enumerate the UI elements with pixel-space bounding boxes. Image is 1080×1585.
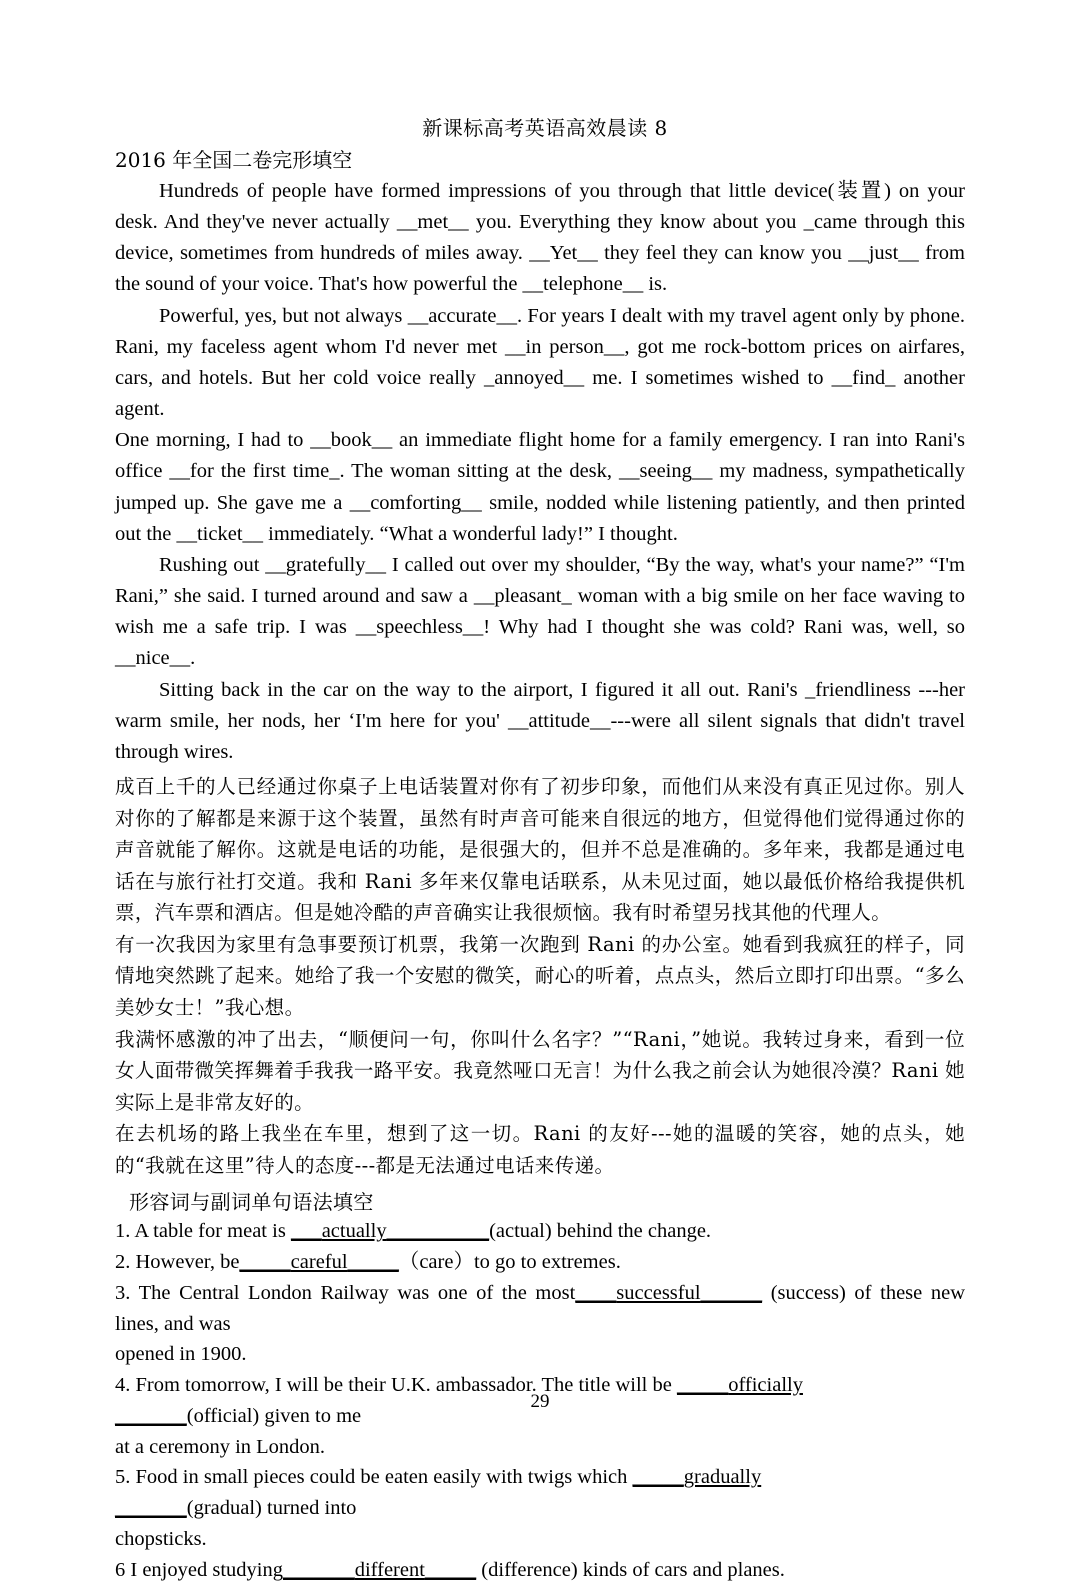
grammar-item-4-text: From tomorrow, I will be their U.K. ambassador. The title will be [135, 1374, 677, 1397]
grammar-item-1-after: (actual) behind the change. [489, 1220, 712, 1243]
grammar-item-2-number: 2. [115, 1251, 131, 1274]
grammar-item-6-after: (difference) kinds of cars and planes. [481, 1558, 785, 1581]
grammar-item-2-lead: _____ [239, 1251, 291, 1274]
grammar-item-6-answer: different [354, 1558, 425, 1581]
grammar-item-1-trail: __________ [386, 1220, 490, 1243]
translation-block [115, 771, 965, 1182]
grammar-item-3-number: 3. [115, 1281, 131, 1304]
grammar-item-4-lead: _____ [676, 1374, 729, 1397]
grammar-item-1-number: 1. [115, 1220, 131, 1243]
grammar-item-5-number: 5. [115, 1466, 131, 1489]
grammar-item-6 [115, 1555, 965, 1585]
page-number: 29 [530, 1391, 550, 1412]
translation-paragraph-2: 有一次我因为家里有急事要预订机票，我第一次跑到 Rani 的办公室。她看到我疯狂的样子，同情地突然跳了起来。她给了我一个安慰的微笑，耐心的听着，点点头，然后立即打印出票。“多么美妙女士！”我心想。 [115, 932, 965, 1020]
grammar-item-6-lead: _______ [282, 1558, 355, 1581]
grammar-item-5-text: Food in small pieces could be eaten easily with twigs which [135, 1466, 633, 1489]
grammar-item-5-line2 [115, 1493, 965, 1524]
grammar-item-2-after: （care）to go to extremes. [398, 1251, 621, 1274]
grammar-item-3-answer: successful [616, 1281, 701, 1304]
grammar-item-1 [115, 1216, 965, 1247]
grammar-item-5-after: (gradual) turned into [186, 1497, 357, 1520]
translation-paragraph-1: 成百上千的人已经通过你桌子上电话装置对你有了初步印象，而他们从来没有真正见过你。别人对你的了解都是来源于这个装置，虽然有时声音可能来自很远的地方，但觉得他们觉得通过你的声音就能了解你。这就是电话的功能，是很强大的，但并不总是准确的。多年来，我都是通过电话在与旅行社打交道。我和 Rani 多年来仅靠电话联系，从未见过面，她以最低价格给我提供机票，汽车票和酒店。但是她冷酷的声音确实让我很烦恼。我有时希望另找其他的代理人。 [115, 774, 965, 925]
grammar-item-3-lead: ____ [575, 1281, 617, 1304]
translation-paragraph-4: 在去机场的路上我坐在车里，想到了这一切。Rani 的友好---她的温暖的笑容，她的点头，她的“我就在这里”待人的态度---都是无法通过电话来传递。 [115, 1122, 965, 1177]
grammar-item-4-trail: _______ [115, 1404, 187, 1427]
passage-paragraph-3: One morning, I had to __book__ an immediate flight home for a family emergency. I ran into Rani's office __for the first time_. The woman sitting at the desk, __seeing__ my madness, sympathetically jumped up. She gave me a __comforting__ smile, nodded while listening patiently, and then printed out the __ticket__ immediately. “What a wonderful lady!” I thought. [115, 429, 965, 545]
grammar-item-2-text: However, be [135, 1251, 240, 1274]
grammar-item-6-text: I enjoyed studying [130, 1558, 283, 1581]
grammar-item-2-trail: _____ [347, 1251, 399, 1274]
grammar-item-4-answer: officially [728, 1374, 803, 1397]
grammar-item-5-continuation: chopsticks. [115, 1527, 207, 1550]
grammar-item-4-number: 4. [115, 1374, 131, 1397]
grammar-item-5 [115, 1462, 965, 1493]
grammar-item-5-lead: _____ [632, 1466, 684, 1489]
grammar-item-4-continuation: at a ceremony in London. [115, 1435, 326, 1458]
translation-paragraph-3: 我满怀感激的冲了出去，“顺便问一句，你叫什么名字？”“Rani，”她说。我转过身来，看到一位女人面带微笑挥舞着手我我一路平安。我竟然哑口无言！为什么我之前会认为她很冷漠？Rani 她实际上是非常友好的。 [115, 1027, 965, 1114]
grammar-item-4-after: (official) given to me [186, 1404, 362, 1427]
grammar-item-3-continuation: opened in 1900. [115, 1343, 247, 1366]
grammar-item-6-number: 6 [115, 1558, 126, 1581]
grammar-section-title: 形容词与副词单句语法填空 [129, 1190, 374, 1215]
grammar-item-3 [115, 1278, 965, 1340]
grammar-item-1-lead: ___ [290, 1220, 322, 1243]
grammar-item-1-answer: actually [321, 1220, 387, 1243]
grammar-item-6-trail: _____ [424, 1558, 477, 1581]
grammar-item-5-trail: _______ [115, 1497, 187, 1520]
page-title: 新课标高考英语高效晨读 8 [422, 116, 668, 140]
grammar-item-3-trail: ______ [700, 1281, 763, 1304]
grammar-item-2-answer: careful [290, 1251, 348, 1274]
grammar-item-3-after: (success) of these new lines, and was [115, 1281, 966, 1335]
passage-paragraph-1: Hundreds of people have formed impressions of you through that little device(装置) on your desk. And they've never actually __met__ you. Everything they know about you _came through this device, sometimes from hundreds of miles away. __Yet__ they feel they can know you __just__ from the sound of your voice. That's how powerful the __telephone__ is. [115, 180, 965, 296]
grammar-item-3-text: The Central London Railway was one of the most [138, 1281, 576, 1304]
passage-paragraph-5: Sitting back in the car on the way to the airport, I figured it all out. Rani's _friendliness ---her warm smile, her nods, her ‘I'm here for you' __attitude__---were all silent signals that didn't travel through wires. [115, 678, 965, 763]
section-subheading: 2016 年全国二卷完形填空 [115, 148, 353, 172]
grammar-item-2 [115, 1247, 965, 1278]
passage-paragraph-4: Rushing out __gratefully__ I called out over my shoulder, “By the way, what's your name?” “I'm Rani,” she said. I turned around and saw a __pleasant_ woman with a big smile on her face waving to wish me a safe trip. I was __speechless__! Why had I thought she was cold? Rani was, well, so __nice__. [115, 553, 965, 670]
grammar-item-1-text: A table for meat is [134, 1220, 291, 1243]
grammar-item-5-answer: gradually [683, 1466, 762, 1489]
passage-paragraph-2: Powerful, yes, but not always __accurate__. For years I dealt with my travel agent only by phone. Rani, my faceless agent whom I'd never met __in person__, got me rock-bottom prices on airfares, cars, and hotels. But her cold voice really _annoyed__ me. I sometimes wished to __find_ another agent. [115, 304, 965, 421]
